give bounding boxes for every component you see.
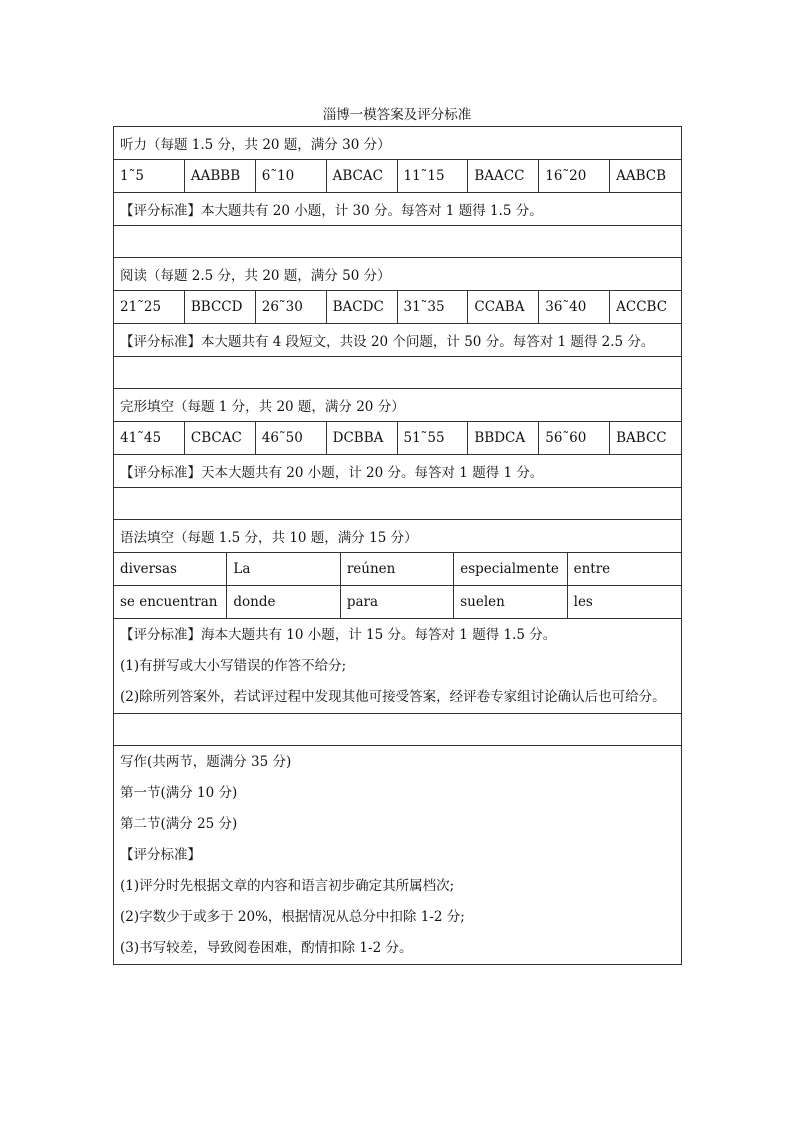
grammar-header: 语法填空（每题 1.5 分，共 10 题，满分 15 分）	[120, 530, 418, 546]
answer-cell: se encuentran	[114, 586, 227, 618]
writing-standard: 【评分标准】	[120, 847, 201, 863]
answer-cell: La	[227, 553, 340, 585]
reading-header: 阅读（每题 2.5 分，共 20 题，满分 50 分）	[120, 268, 391, 284]
reading-answers-row	[114, 291, 681, 324]
answer-cell: BACDC	[327, 291, 398, 323]
grammar-answers-row-1	[114, 553, 681, 586]
answer-cell: 21˜25	[114, 291, 185, 323]
answer-cell: 41˜45	[114, 422, 185, 454]
answer-cell: 36˜40	[539, 291, 610, 323]
reading-standard-row	[114, 324, 681, 357]
grammar-note-2: (2)除所列答案外，若试评过程中发现其他可接受答案，经评卷专家组讨论确认后也可给分。	[120, 689, 666, 705]
grammar-standard-row	[114, 619, 681, 714]
grammar-answers-row-2	[114, 586, 681, 619]
answer-cell: 51˜55	[398, 422, 469, 454]
reading-header-row	[114, 258, 681, 291]
writing-rule-1: (1)评分时先根据文章的内容和语言初步确定其所属档次;	[120, 878, 455, 894]
answer-cell: suelen	[454, 586, 567, 618]
grammar-header-row	[114, 520, 681, 553]
answer-cell: AABBB	[185, 160, 256, 192]
answer-cell: BABCC	[616, 430, 667, 446]
listening-header: 听力（每题 1.5 分，共 20 题，满分 30 分）	[120, 137, 391, 153]
answer-cell: 1˜5	[114, 160, 185, 192]
answer-cell: BBCCD	[185, 291, 256, 323]
answer-cell: 56˜60	[539, 422, 610, 454]
listening-standard: 【评分标准】本大题共有 20 小题，计 30 分。每答对 1 题得 1.5 分。	[120, 203, 543, 219]
answer-cell: reúnen	[341, 553, 454, 585]
answer-cell: entre	[573, 561, 611, 577]
writing-section-2: 第二节(满分 25 分)	[120, 816, 238, 832]
writing-row	[114, 746, 681, 964]
answer-cell: 6˜10	[256, 160, 327, 192]
spacer-row	[114, 357, 681, 389]
answer-cell: especialmente	[454, 553, 567, 585]
writing-header: 写作(共两节，题满分 35 分)	[120, 754, 292, 770]
answer-cell: BAACC	[468, 160, 539, 192]
answer-cell: diversas	[114, 553, 227, 585]
cloze-standard: 【评分标准】天本大题共有 20 小题，计 20 分。每答对 1 题得 1 分。	[120, 465, 544, 481]
document-title: 淄博一模答案及评分标准	[322, 107, 472, 123]
spacer-row	[114, 488, 681, 520]
answer-cell: 11˜15	[398, 160, 469, 192]
answer-cell: 16˜20	[539, 160, 610, 192]
answer-cell: BBDCA	[468, 422, 539, 454]
listening-answers-row	[114, 160, 681, 193]
reading-standard: 【评分标准】本大题共有 4 段短文，共设 20 个问题，计 50 分。每答对 1 题得 2.5 分。	[120, 334, 655, 350]
answer-cell: donde	[227, 586, 340, 618]
listening-standard-row	[114, 193, 681, 226]
answer-cell: AABCB	[616, 168, 667, 184]
answer-table	[113, 126, 682, 965]
answer-cell: CBCAC	[185, 422, 256, 454]
grammar-standard-block	[114, 619, 681, 713]
answer-cell: 26˜30	[256, 291, 327, 323]
answer-cell: ABCAC	[327, 160, 398, 192]
listening-header-row	[114, 127, 681, 160]
cloze-header-row	[114, 389, 681, 422]
answer-cell: ACCBC	[616, 299, 668, 315]
writing-rule-2: (2)字数少于或多于 20%，根据情况从总分中扣除 1-2 分;	[120, 909, 465, 925]
cloze-answers-row	[114, 422, 681, 455]
writing-block	[114, 746, 681, 964]
answer-cell: les	[573, 594, 593, 610]
answer-cell: 46˜50	[256, 422, 327, 454]
cloze-standard-row	[114, 455, 681, 488]
writing-rule-3: (3)书写较差，导致阅卷困难，酌情扣除 1-2 分。	[120, 940, 413, 956]
grammar-note-1: (1)有拼写或大小写错误的作答不给分;	[120, 658, 347, 674]
answer-cell: 31˜35	[398, 291, 469, 323]
answer-cell: CCABA	[468, 291, 539, 323]
spacer-row	[114, 714, 681, 746]
writing-section-1: 第一节(满分 10 分)	[120, 785, 238, 801]
spacer-row	[114, 226, 681, 258]
answer-cell: DCBBA	[327, 422, 398, 454]
cloze-header: 完形填空（每题 1 分，共 20 题，满分 20 分）	[120, 399, 405, 415]
answer-cell: para	[341, 586, 454, 618]
grammar-standard: 【评分标准】海本大题共有 10 小题，计 15 分。每答对 1 题得 1.5 分。	[120, 627, 557, 643]
